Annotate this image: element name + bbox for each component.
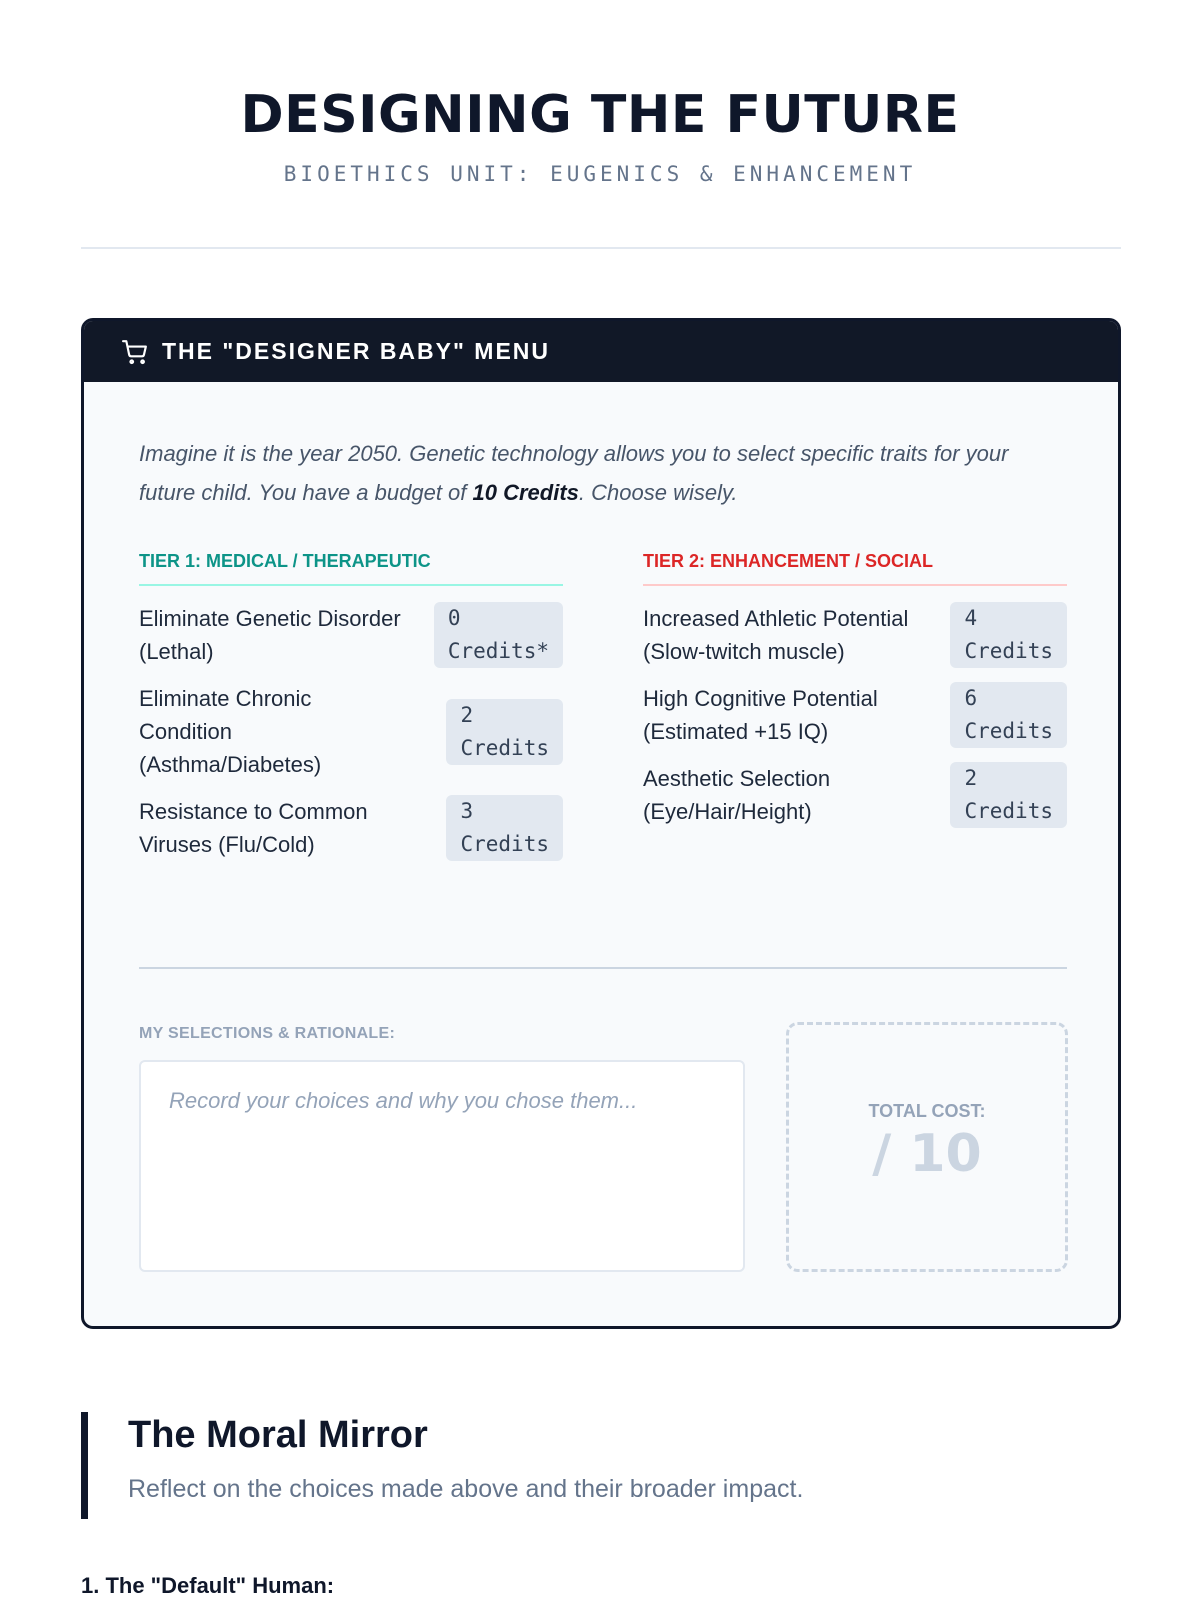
section-title: The Moral Mirror xyxy=(128,1414,428,1456)
tier-2-heading: TIER 2: ENHANCEMENT / SOCIAL xyxy=(643,551,1067,586)
trait-label: Increased Athletic Potential (Slow-twitch muscle) xyxy=(643,606,909,664)
tier-1-list xyxy=(139,551,563,875)
intro-budget: 10 Credits xyxy=(472,480,579,505)
menu-header xyxy=(84,321,1118,382)
intro-text: Imagine it is the year 2050. Genetic technology allows you to select specific traits for your future child. You have a budget of xyxy=(139,441,1009,505)
page-title: DESIGNING THE FUTURE xyxy=(240,85,960,145)
tier-2-list xyxy=(643,551,1067,842)
divider xyxy=(81,247,1121,249)
trait-item xyxy=(643,762,1067,828)
credit-badge: 0 Credits* xyxy=(434,602,563,668)
trait-label: High Cognitive Potential (Estimated +15 IQ) xyxy=(643,686,878,744)
page-subtitle: BIOETHICS UNIT: EUGENICS & ENHANCEMENT xyxy=(283,162,917,186)
intro-text-end: . Choose wisely. xyxy=(578,480,738,505)
trait-label: Eliminate Chronic Condition (Asthma/Diabetes) xyxy=(139,686,322,777)
credit-badge: 2 Credits xyxy=(950,762,1067,828)
menu-title: THE "DESIGNER BABY" MENU xyxy=(162,338,551,364)
tier-1-heading: TIER 1: MEDICAL / THERAPEUTIC xyxy=(139,551,563,586)
trait-label: Eliminate Genetic Disorder (Lethal) xyxy=(139,606,401,664)
trait-item xyxy=(139,682,563,781)
question-heading: 1. The "Default" Human: xyxy=(81,1573,335,1598)
credit-badge: 2 Credits xyxy=(446,699,563,765)
total-cost-box xyxy=(786,1022,1068,1272)
trait-item xyxy=(139,602,563,668)
total-cost-value: / 10 xyxy=(872,1124,982,1184)
section-subtitle: Reflect on the choices made above and their broader impact. xyxy=(128,1475,804,1503)
cart-icon xyxy=(122,339,148,365)
credit-badge: 6 Credits xyxy=(950,682,1067,748)
selections-rationale-input[interactable] xyxy=(139,1060,745,1272)
trait-label: Resistance to Common Viruses (Flu/Cold) xyxy=(139,799,368,857)
divider xyxy=(139,967,1067,969)
menu-intro xyxy=(139,434,1059,512)
trait-label: Aesthetic Selection (Eye/Hair/Height) xyxy=(643,766,831,824)
total-cost-label: TOTAL COST: xyxy=(868,1101,986,1121)
selections-label: MY SELECTIONS & RATIONALE: xyxy=(139,1025,396,1042)
designer-baby-menu-card xyxy=(81,318,1121,1329)
moral-mirror-section xyxy=(81,1412,1121,1519)
trait-item xyxy=(139,795,563,861)
trait-item xyxy=(643,682,1067,748)
trait-item xyxy=(643,602,1067,668)
credit-badge: 3 Credits xyxy=(446,795,563,861)
credit-badge: 4 Credits xyxy=(950,602,1067,668)
